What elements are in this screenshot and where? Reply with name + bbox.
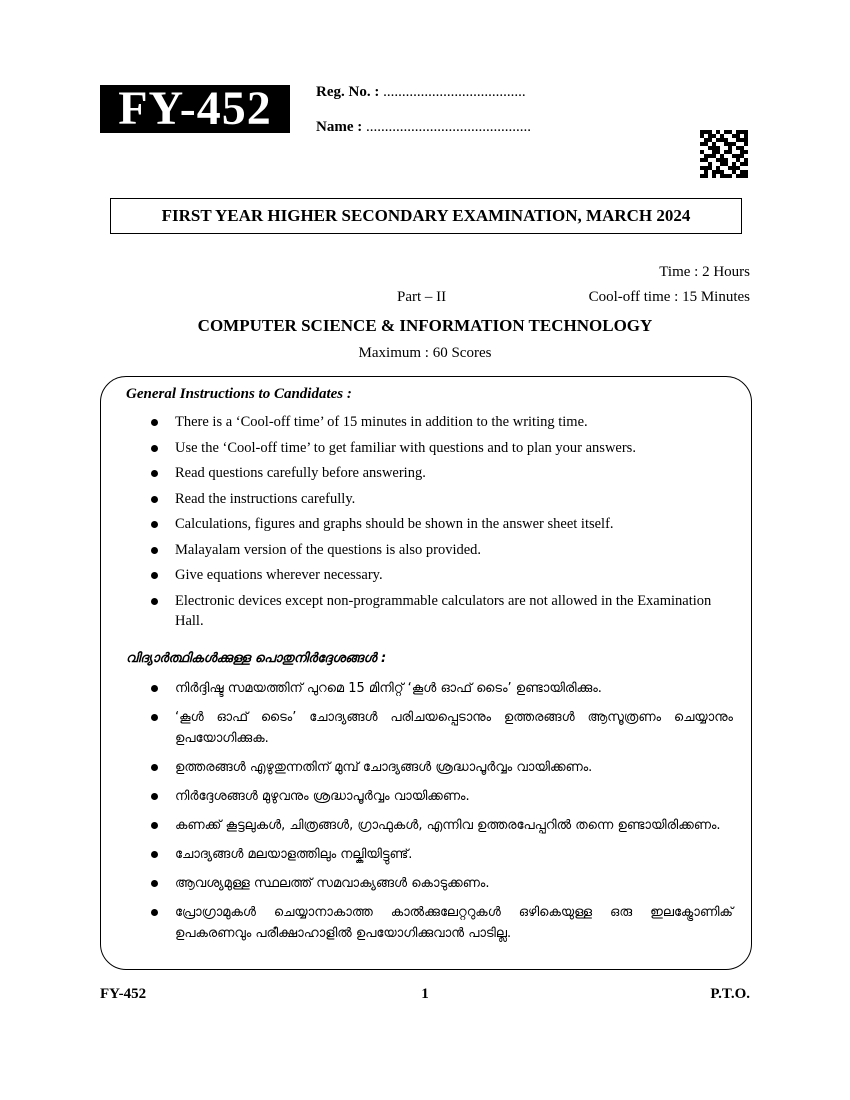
instructions-list-malayalam — [148, 678, 733, 952]
instructions-list-english — [148, 412, 733, 636]
list-item — [148, 412, 733, 432]
instruction-text: Use the ‘Cool-off time’ to get familiar with questions and to plan your answers. — [175, 439, 636, 456]
bullet-icon — [151, 822, 158, 829]
please-turn-over: P.T.O. — [710, 986, 750, 1002]
list-item — [148, 463, 733, 483]
list-item — [148, 815, 733, 836]
instruction-text: Calculations, figures and graphs should be shown in the answer sheet itself. — [175, 516, 614, 532]
bullet-icon — [151, 547, 158, 554]
name-line — [316, 119, 531, 136]
list-item — [148, 489, 733, 509]
reg-number-line — [316, 84, 526, 101]
footer-exam-code: FY-452 — [100, 986, 147, 1002]
list-item — [148, 678, 733, 699]
instruction-text: നിർദ്ദിഷ്ട സമയത്തിന് പുറമെ 15 മിനിറ്റ് ‘കൂൾ ഓഫ് ടൈം’ ഉണ്ടായിരിക്കും. — [175, 681, 602, 696]
list-item — [148, 844, 733, 865]
bullet-icon — [151, 598, 158, 605]
exam-title: FIRST YEAR HIGHER SECONDARY EXAMINATION, MARCH 2024 — [110, 198, 742, 234]
instruction-text: പ്രോഗ്രാമുകൾ ചെയ്യാനാകാത്ത കാൽക്കുലേറ്ററുകൾ ഒഴികെയുള്ള ഒരു ഇലക്ട്രോണിക് ഉപകരണവും പരീക്ഷാഹാളിൽ ഉപയോഗിക്കുവാൻ പാടില്ല. — [175, 905, 733, 941]
exam-part: Part – II — [397, 289, 447, 305]
instruction-text: ആവശ്യമുള്ള സ്ഥലത്ത് സമവാക്യങ്ങൾ കൊടുക്കണം. — [175, 876, 490, 891]
instruction-text: Read questions carefully before answering. — [175, 465, 426, 481]
bullet-icon — [151, 714, 158, 721]
max-scores: Maximum : 60 Scores — [358, 345, 492, 361]
list-item — [148, 707, 733, 749]
instruction-text: Malayalam version of the questions is also provided. — [175, 541, 482, 558]
list-item — [148, 786, 733, 807]
instruction-text: നിർദ്ദേശങ്ങൾ മുഴുവനും ശ്രദ്ധാപൂർവ്വം വായിക്കണം. — [175, 789, 470, 804]
list-item — [148, 902, 733, 944]
bullet-icon — [151, 419, 158, 426]
exam-code-badge: FY-452 — [100, 85, 290, 133]
instruction-text: ചോദ്യങ്ങൾ മലയാളത്തിലും നല്കിയിട്ടുണ്ട്. — [175, 847, 413, 862]
list-item — [148, 514, 733, 534]
instruction-text: Read the instructions carefully. — [175, 490, 356, 507]
instructions-heading-malayalam: വിദ്യാർത്ഥികൾക്കുള്ള പൊതുനിർദ്ദേശങ്ങൾ : — [126, 651, 387, 666]
reg-number-blank: ...................................... — [383, 84, 526, 100]
instruction-text: Give equations wherever necessary. — [175, 567, 383, 583]
list-item — [148, 540, 733, 560]
subject-title: COMPUTER SCIENCE & INFORMATION TECHNOLOGY — [197, 316, 653, 335]
list-item — [148, 438, 733, 458]
bullet-icon — [151, 685, 158, 692]
bullet-icon — [151, 445, 158, 452]
list-item — [148, 757, 733, 778]
bullet-icon — [151, 909, 158, 916]
bullet-icon — [151, 572, 158, 579]
instruction-text: Electronic devices except non-programmable calculators are not allowed in the Examination Hall. — [175, 592, 712, 629]
bullet-icon — [151, 470, 158, 477]
list-item — [148, 591, 733, 631]
name-label: Name : — [316, 119, 363, 135]
bullet-icon — [151, 521, 158, 528]
cool-off-time: Cool-off time : 15 Minutes — [588, 289, 750, 305]
bullet-icon — [151, 793, 158, 800]
instruction-text: There is a ‘Cool-off time’ of 15 minutes in addition to the writing time. — [175, 414, 588, 430]
bullet-icon — [151, 496, 158, 503]
reg-number-label: Reg. No. : — [316, 84, 380, 100]
instruction-text: കണക്ക് കൂട്ടലുകൾ, ചിത്രങ്ങൾ, ഗ്രാഫുകൾ, എന്നിവ ഉത്തരപേപ്പറിൽ തന്നെ ഉണ്ടായിരിക്കണം. — [175, 818, 721, 833]
bullet-icon — [151, 880, 158, 887]
exam-duration: Time : 2 Hours — [659, 264, 750, 280]
qr-code-icon — [700, 130, 748, 178]
instruction-text: ഉത്തരങ്ങൾ എഴുതുന്നതിന് മുമ്പ് ചോദ്യങ്ങൾ ശ്രദ്ധാപൂർവ്വം വായിക്കണം. — [175, 760, 593, 775]
list-item — [148, 873, 733, 894]
instruction-text: ‘കൂൾ ഓഫ് ടൈം’ ചോദ്യങ്ങൾ പരിചയപ്പെടാനും ഉത്തരങ്ങൾ ആസൂത്രണം ചെയ്യാനും ഉപയോഗിക്കുക. — [175, 710, 733, 746]
name-blank: ............................................ — [365, 119, 531, 135]
list-item — [148, 565, 733, 585]
bullet-icon — [151, 764, 158, 771]
page-number: 1 — [421, 986, 429, 1002]
bullet-icon — [151, 851, 158, 858]
instructions-heading-english: General Instructions to Candidates : — [126, 386, 352, 402]
